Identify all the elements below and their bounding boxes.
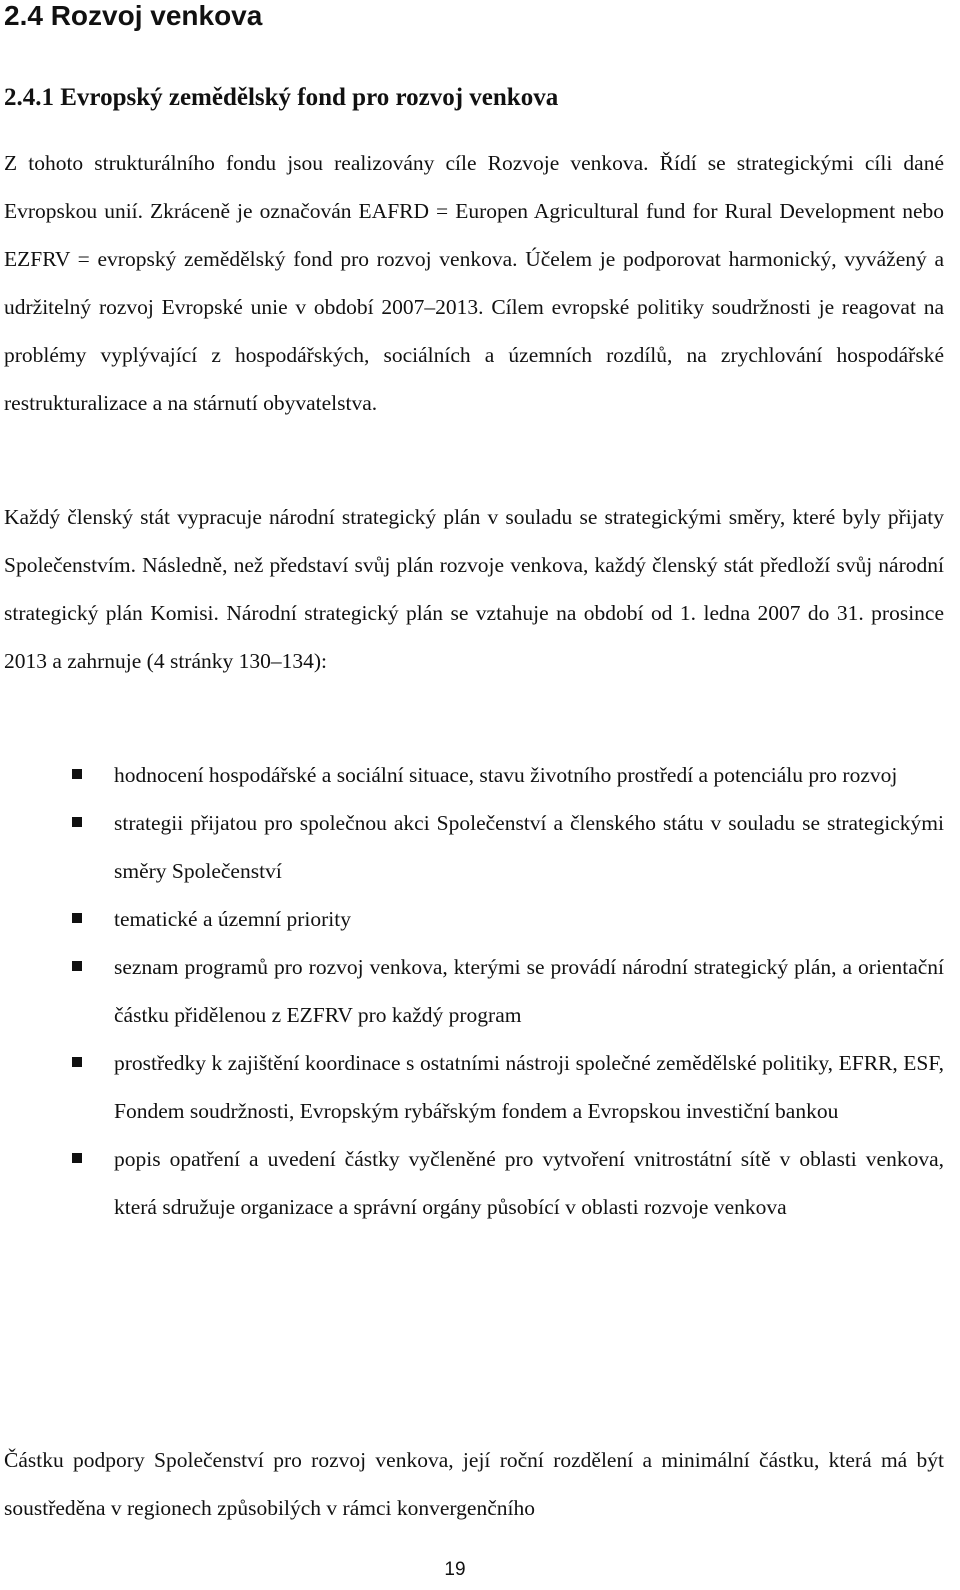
bullet-list [0, 751, 960, 1231]
square-bullet-icon [72, 817, 82, 827]
list-item [0, 1039, 944, 1135]
list-item-text: seznam programů pro rozvoj venkova, kterými se provádí národní strategický plán, a orientační částku přidělenou z EZFRV pro každý program [114, 955, 944, 1027]
list-item [0, 895, 944, 943]
square-bullet-icon [72, 961, 82, 971]
section-heading: 2.4 Rozvoj venkova [4, 0, 263, 31]
list-item-text: hodnocení hospodářské a sociální situace, stavu životního prostředí a potenciálu pro rozvoj [114, 763, 898, 787]
paragraph-intro: Z tohoto strukturálního fondu jsou realizovány cíle Rozvoje venkova. Řídí se strategickými cíli dané Evropskou unií. Zkráceně je označován EAFRD = Europen Agricultural fund for Rural Development nebo EZFRV = evropský zemědělský fond pro rozvoj venkova. Účelem je podporovat harmonický, vyvážený a udržitelný rozvoj Evropské unie v období 2007–2013. Cílem evropské politiky soudržnosti je reagovat na problémy vyplývající z hospodářských, sociálních a územních rozdílů, na zrychlování hospodářské restrukturalizace a na stárnutí obyvatelstva. [4, 151, 944, 415]
subsection-heading: 2.4.1 Evropský zemědělský fond pro rozvoj venkova [4, 84, 559, 111]
paragraph-national-plan: Každý členský stát vypracuje národní strategický plán v souladu se strategickými směry, které byly přijaty Společenstvím. Následně, než představí svůj plán rozvoje venkova, každý členský stát předloží svůj národní strategický plán Komisi. Národní strategický plán se vztahuje na období od 1. ledna 2007 do 31. prosince 2013 a zahrnuje (4 stránky 130–134): [4, 505, 944, 673]
paragraph-closing: Částku podpory Společenství pro rozvoj venkova, její roční rozdělení a minimální částku, která má být soustředěna v regionech způsobilých v rámci konvergenčního [4, 1448, 944, 1520]
square-bullet-icon [72, 913, 82, 923]
page-number: 19 [444, 1559, 466, 1580]
square-bullet-icon [72, 1057, 82, 1067]
list-item [0, 1135, 944, 1231]
list-item-text: prostředky k zajištění koordinace s ostatními nástroji společné zemědělské politiky, EFRR, ESF, Fondem soudržnosti, Evropským rybářským fondem a Evropskou investiční bankou [114, 1051, 944, 1123]
list-item-text: tematické a územní priority [114, 907, 352, 931]
list-item-text: popis opatření a uvedení částky vyčleněné pro vytvoření vnitrostátní sítě v oblasti venkova, která sdružuje organizace a správní orgány působící v oblasti rozvoje venkova [114, 1147, 944, 1219]
list-item [0, 943, 944, 1039]
list-item [0, 751, 944, 799]
list-item [0, 799, 944, 895]
square-bullet-icon [72, 769, 82, 779]
list-item-text: strategii přijatou pro společnou akci Společenství a členského státu v souladu se strategickými směry Společenství [114, 811, 944, 883]
square-bullet-icon [72, 1153, 82, 1163]
